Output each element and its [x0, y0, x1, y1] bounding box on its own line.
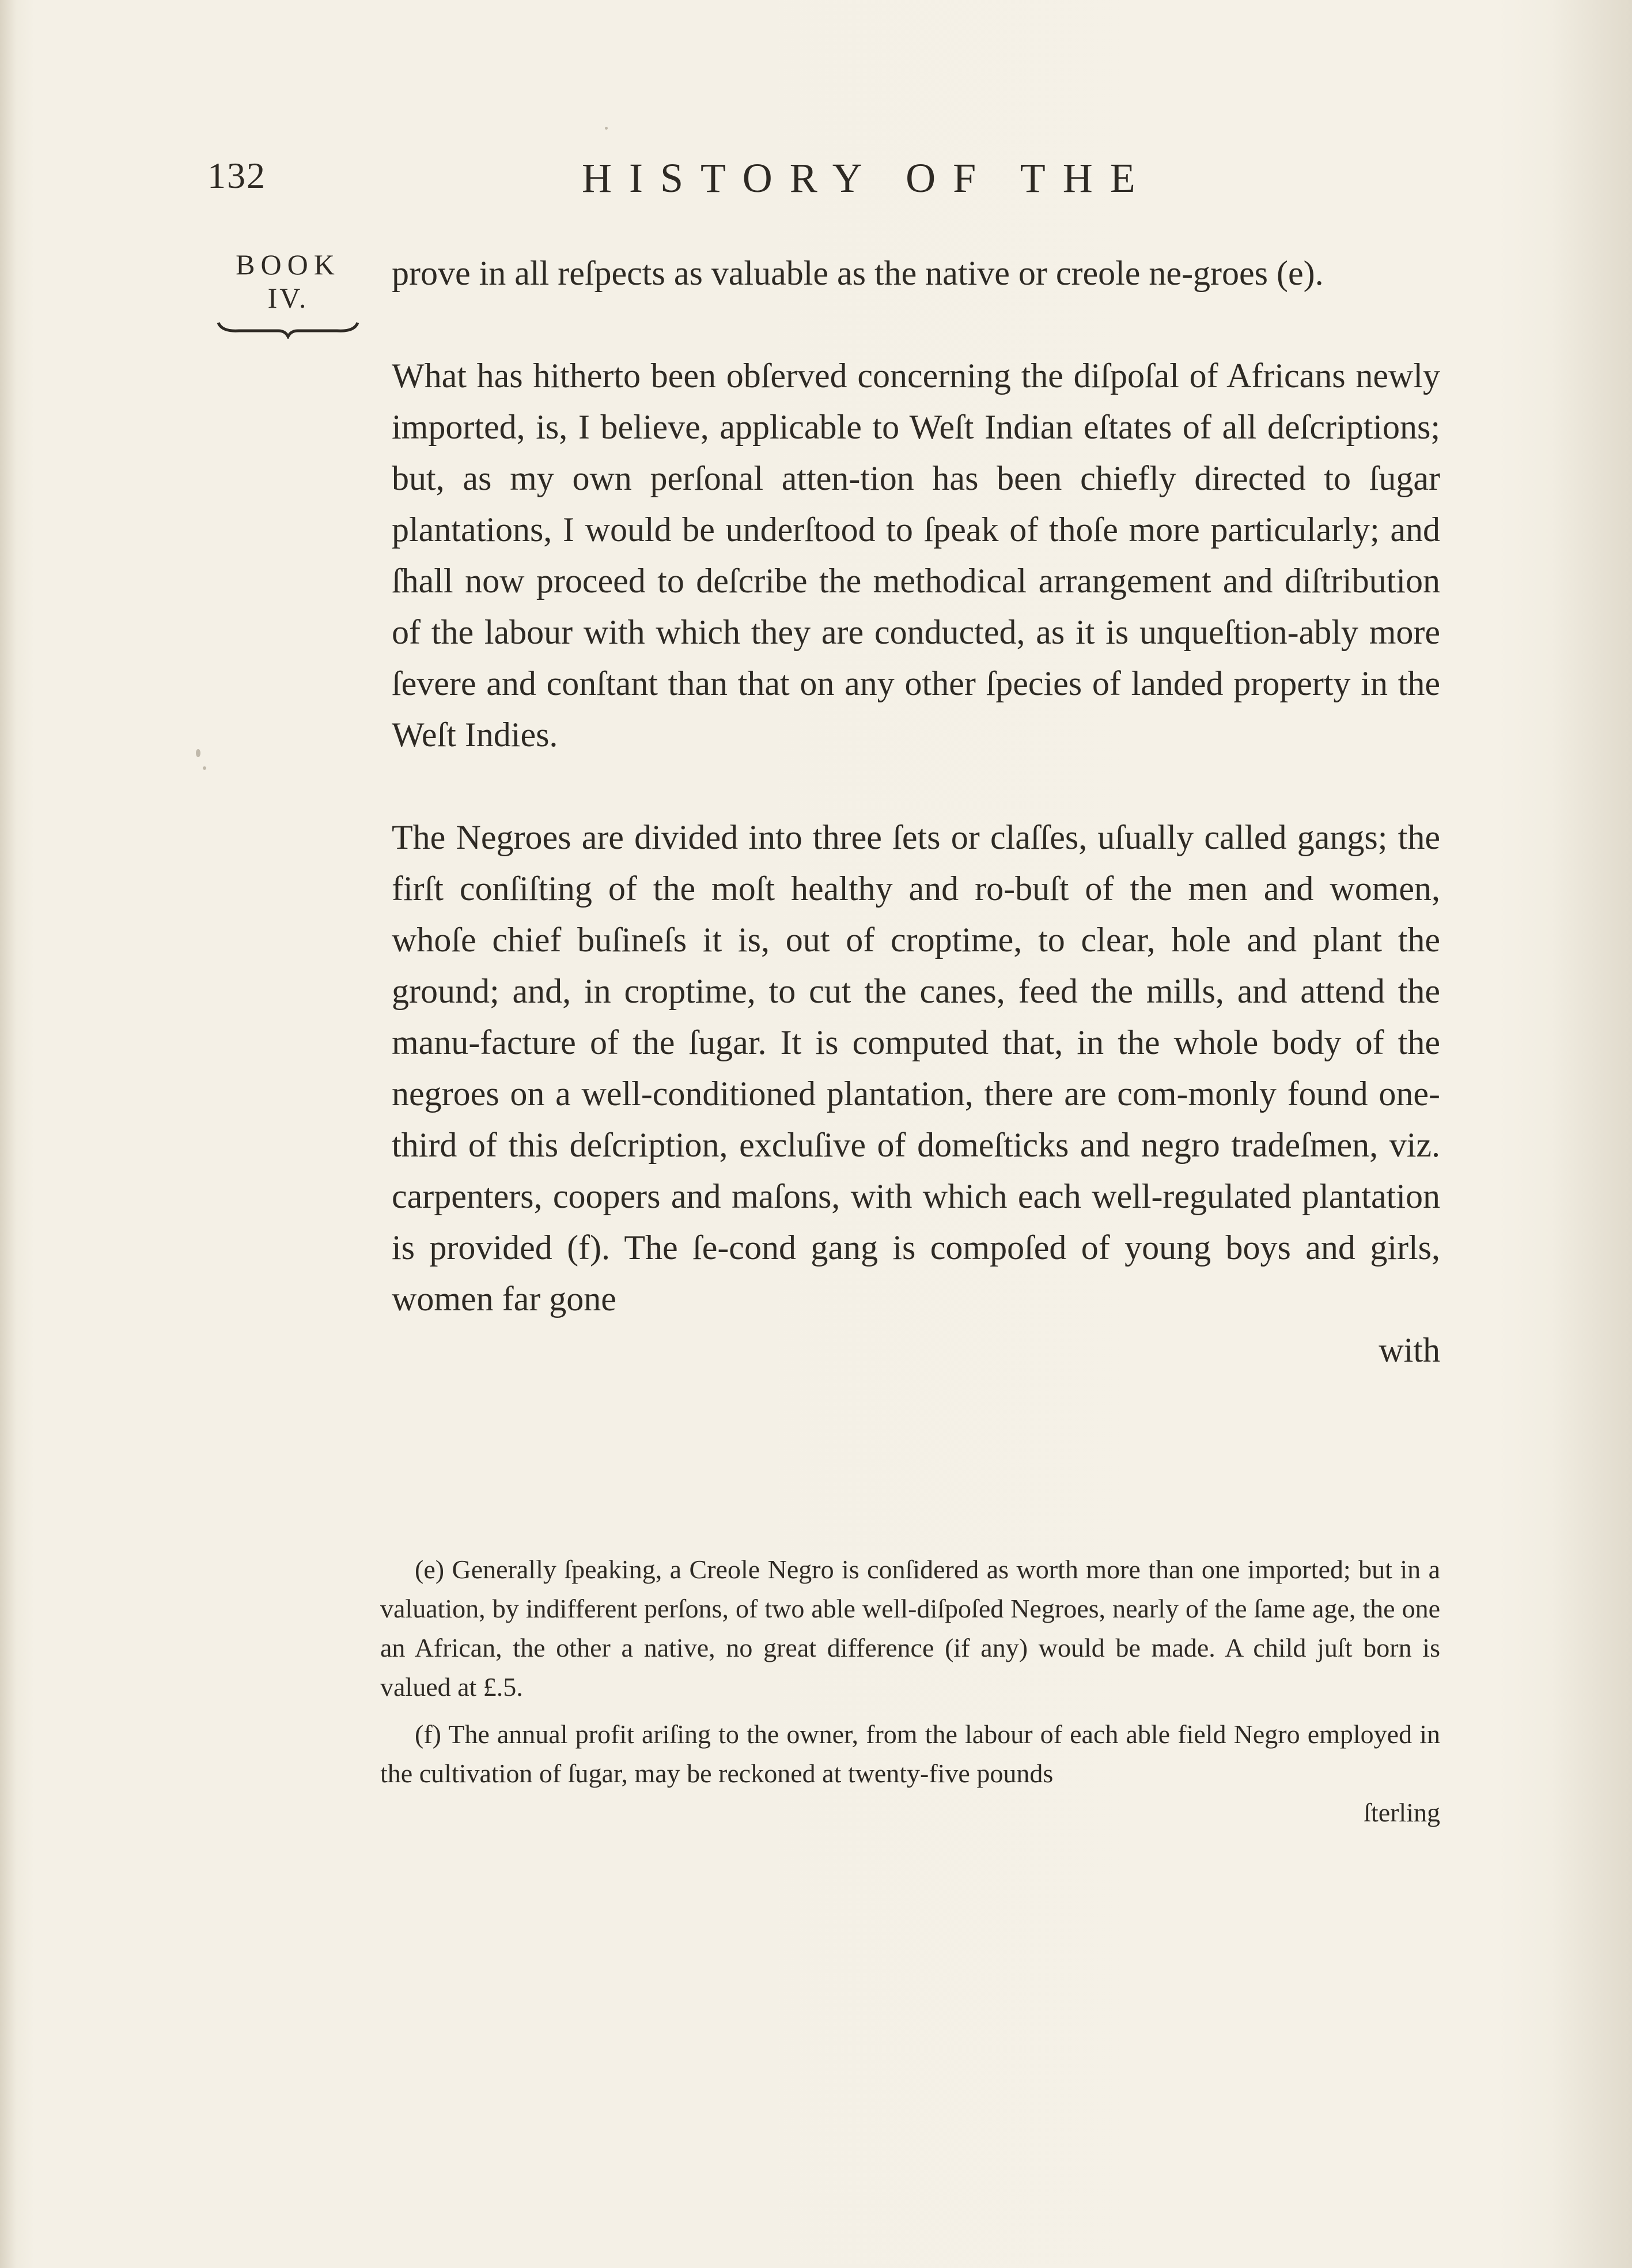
paper-speck — [605, 127, 608, 130]
margin-volume-label: IV. — [267, 282, 309, 314]
margin-note — [213, 248, 363, 339]
paper-speck — [196, 749, 200, 757]
page-left-edge — [0, 0, 16, 2268]
footnote-e: (e) Generally ſpeaking, a Creole Negro is conſidered as worth more than one imported; but in a valuation, by indifferent perſons, of two able well-diſpoſed Negroes, nearly of the ſame age, the one an African, the other a native, no great difference (if any) would be made. A child juſt born is valued at £.5. — [380, 1555, 1440, 1702]
gutter-shadow — [1551, 0, 1632, 2268]
running-head — [207, 154, 1302, 212]
margin-book-label: BOOK — [236, 248, 340, 281]
catchword: with — [1379, 1331, 1440, 1369]
brace-ornament — [216, 318, 360, 339]
page-number: 132 — [207, 155, 266, 196]
footnotes — [380, 1550, 1440, 1832]
paragraph-3: The Negroes are divided into three ſets or claſſes, uſually called gangs; the firſt conſiſting of the moſt healthy and ro-buſt of the men and women, whoſe chief buſineſs it is, out of croptime, to clear, hole and plant the ground; and, in croptime, to cut the canes, feed the mills, and attend the manu-facture of the ſugar. It is computed that, in the whole body of the negroes on a well-conditioned plantation, there are com-monly found one-third of this deſcription, excluſive of domeſticks and negro tradeſmen, viz. carpenters, coopers and maſons, with which each well-regulated plantation is provided (f). The ſe-cond gang is compoſed of young boys and girls, women far gone — [392, 818, 1440, 1318]
paragraph-2: What has hitherto been obſerved concerning the diſpoſal of Africans newly imported, is, I believe, applicable to Weſt Indian eſtates of all deſcriptions; but, as my own perſonal atten-tion has been chiefly directed to ſugar plantations, I would be underſtood to ſpeak of thoſe more particularly; and ſhall now proceed to deſcribe the methodical arrangement and diſtribution of the labour with which they are conducted, as it is unqueſtion-ably more ſevere and conſtant than that on any other ſpecies of landed property in the Weſt Indies. — [392, 357, 1440, 754]
paper-speck — [203, 766, 206, 770]
main-text — [392, 248, 1440, 1376]
running-title: HISTORY OF THE — [582, 155, 1153, 201]
paragraph-1: prove in all reſpects as valuable as the native or creole ne-groes (e). — [392, 254, 1324, 292]
footnote-catchword: ſterling — [1364, 1798, 1440, 1827]
footnote-f: (f) The annual profit ariſing to the owner, from the labour of each able field Negro employed in the cultivation of ſugar, may be reckoned at twenty-five pounds — [380, 1719, 1440, 1788]
